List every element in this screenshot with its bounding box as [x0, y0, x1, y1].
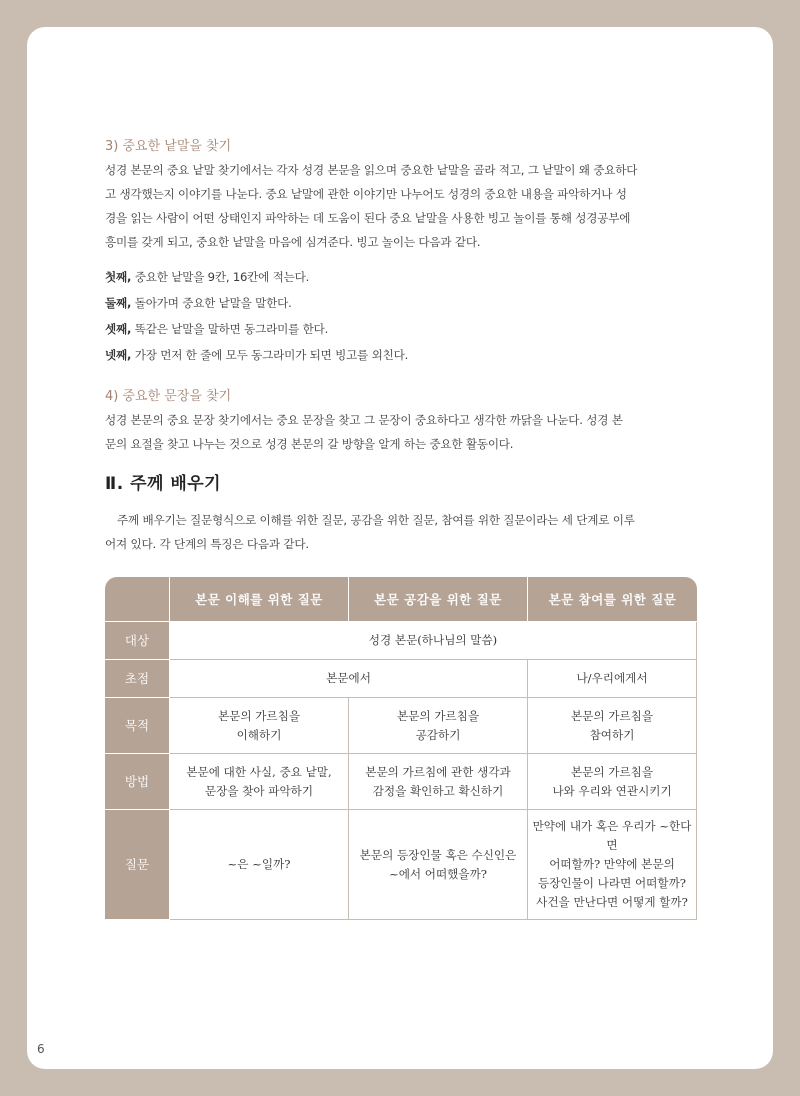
- step-1: 첫째, 중요한 낱말을 9칸, 16칸에 적는다.: [105, 270, 310, 284]
- header-empathy: 본문 공감을 위한 질문: [349, 577, 528, 622]
- section-4-line-2: 문의 요절을 찾고 나누는 것으로 성경 본문의 갈 방향을 알게 하는 중요한 활동이다.: [105, 437, 514, 451]
- table-row: [105, 810, 697, 920]
- step-2: 둘째, 돌아가며 중요한 낱말을 말한다.: [105, 296, 292, 310]
- header-understanding: 본문 이해를 위한 질문: [170, 577, 349, 622]
- target-value: 성경 본문(하나님의 말씀): [170, 622, 697, 660]
- question-steps-table: [105, 577, 697, 920]
- table-row: [105, 754, 697, 810]
- step-4: 넷째, 가장 먼저 한 줄에 모두 동그라미가 되면 빙고를 외친다.: [105, 348, 409, 362]
- purpose-cell-1: 본문의 가르침을 이해하기: [170, 698, 349, 754]
- question-cell-1: ~은 ~일까?: [170, 810, 349, 920]
- step-3: 셋째, 똑같은 낱말을 말하면 동그라미를 한다.: [105, 322, 329, 336]
- question-cell-3: 만약에 내가 혹은 우리가 ~한다면 어떠할까? 만약에 본문의 등장인물이 나라면 어떠할까? 사건을 만난다면 어떻게 할까?: [528, 810, 697, 920]
- section-3: [105, 135, 705, 368]
- page-number: 6: [37, 1042, 45, 1056]
- part-2: [105, 469, 705, 556]
- row-label-method: 방법: [105, 754, 170, 810]
- section-3-line-3: 경을 읽는 사람이 어떤 상태인지 파악하는 데 도움이 된다 중요 낱말을 사용한 빙고 놀이를 통해 성경공부에: [105, 211, 631, 225]
- header-participation: 본문 참여를 위한 질문: [528, 577, 697, 622]
- row-label-target: 대상: [105, 622, 170, 660]
- page: [27, 27, 773, 1069]
- purpose-cell-3: 본문의 가르침을 참여하기: [528, 698, 697, 754]
- table-row: [105, 622, 697, 660]
- section-4-line-1: 성경 본문의 중요 문장 찾기에서는 중요 문장을 찾고 그 문장이 중요하다고 생각한 까닭을 나눈다. 성경 본: [105, 413, 623, 427]
- focus-value-self: 나/우리에게서: [528, 660, 697, 698]
- section-3-line-4: 흥미를 갖게 되고, 중요한 낱말을 마음에 심겨준다. 빙고 놀이는 다음과 같다.: [105, 235, 481, 249]
- method-cell-2: 본문의 가르침에 관한 생각과 감정을 확인하고 확신하기: [349, 754, 528, 810]
- table-row: [105, 660, 697, 698]
- row-label-purpose: 목적: [105, 698, 170, 754]
- question-cell-2: 본문의 등장인물 혹은 수신인은 ~에서 어떠했을까?: [349, 810, 528, 920]
- section-4-title: 4) 중요한 문장을 찾기: [105, 389, 232, 404]
- bingo-steps: [105, 264, 705, 368]
- section-4: [105, 385, 705, 456]
- part-2-line-1: 주께 배우기는 질문형식으로 이해를 위한 질문, 공감을 위한 질문, 참여를 위한 질문이라는 세 단계로 이루: [117, 513, 635, 527]
- method-cell-3: 본문의 가르침을 나와 우리와 연관시키기: [528, 754, 697, 810]
- method-cell-1: 본문에 대한 사실, 중요 낱말, 문장을 찾아 파악하기: [170, 754, 349, 810]
- table-header-row: [105, 577, 697, 622]
- section-3-line-1: 성경 본문의 중요 낱말 찾기에서는 각자 성경 본문을 읽으며 중요한 낱말을 골라 적고, 그 낱말이 왜 중요하다: [105, 163, 638, 177]
- section-3-line-2: 고 생각했는지 이야기를 나눈다. 중요 낱말에 관한 이야기만 나누어도 성경의 중요한 내용을 파악하거나 성: [105, 187, 627, 201]
- table-row: [105, 698, 697, 754]
- table-corner: [105, 577, 170, 622]
- purpose-cell-2: 본문의 가르침을 공감하기: [349, 698, 528, 754]
- section-3-title: 3) 중요한 낱말을 찾기: [105, 139, 232, 154]
- row-label-question: 질문: [105, 810, 170, 920]
- focus-value-text: 본문에서: [170, 660, 528, 698]
- row-label-focus: 초점: [105, 660, 170, 698]
- part-2-line-2: 어져 있다. 각 단계의 특징은 다음과 같다.: [105, 537, 309, 551]
- part-2-title: Ⅱ. 주께 배우기: [105, 474, 222, 494]
